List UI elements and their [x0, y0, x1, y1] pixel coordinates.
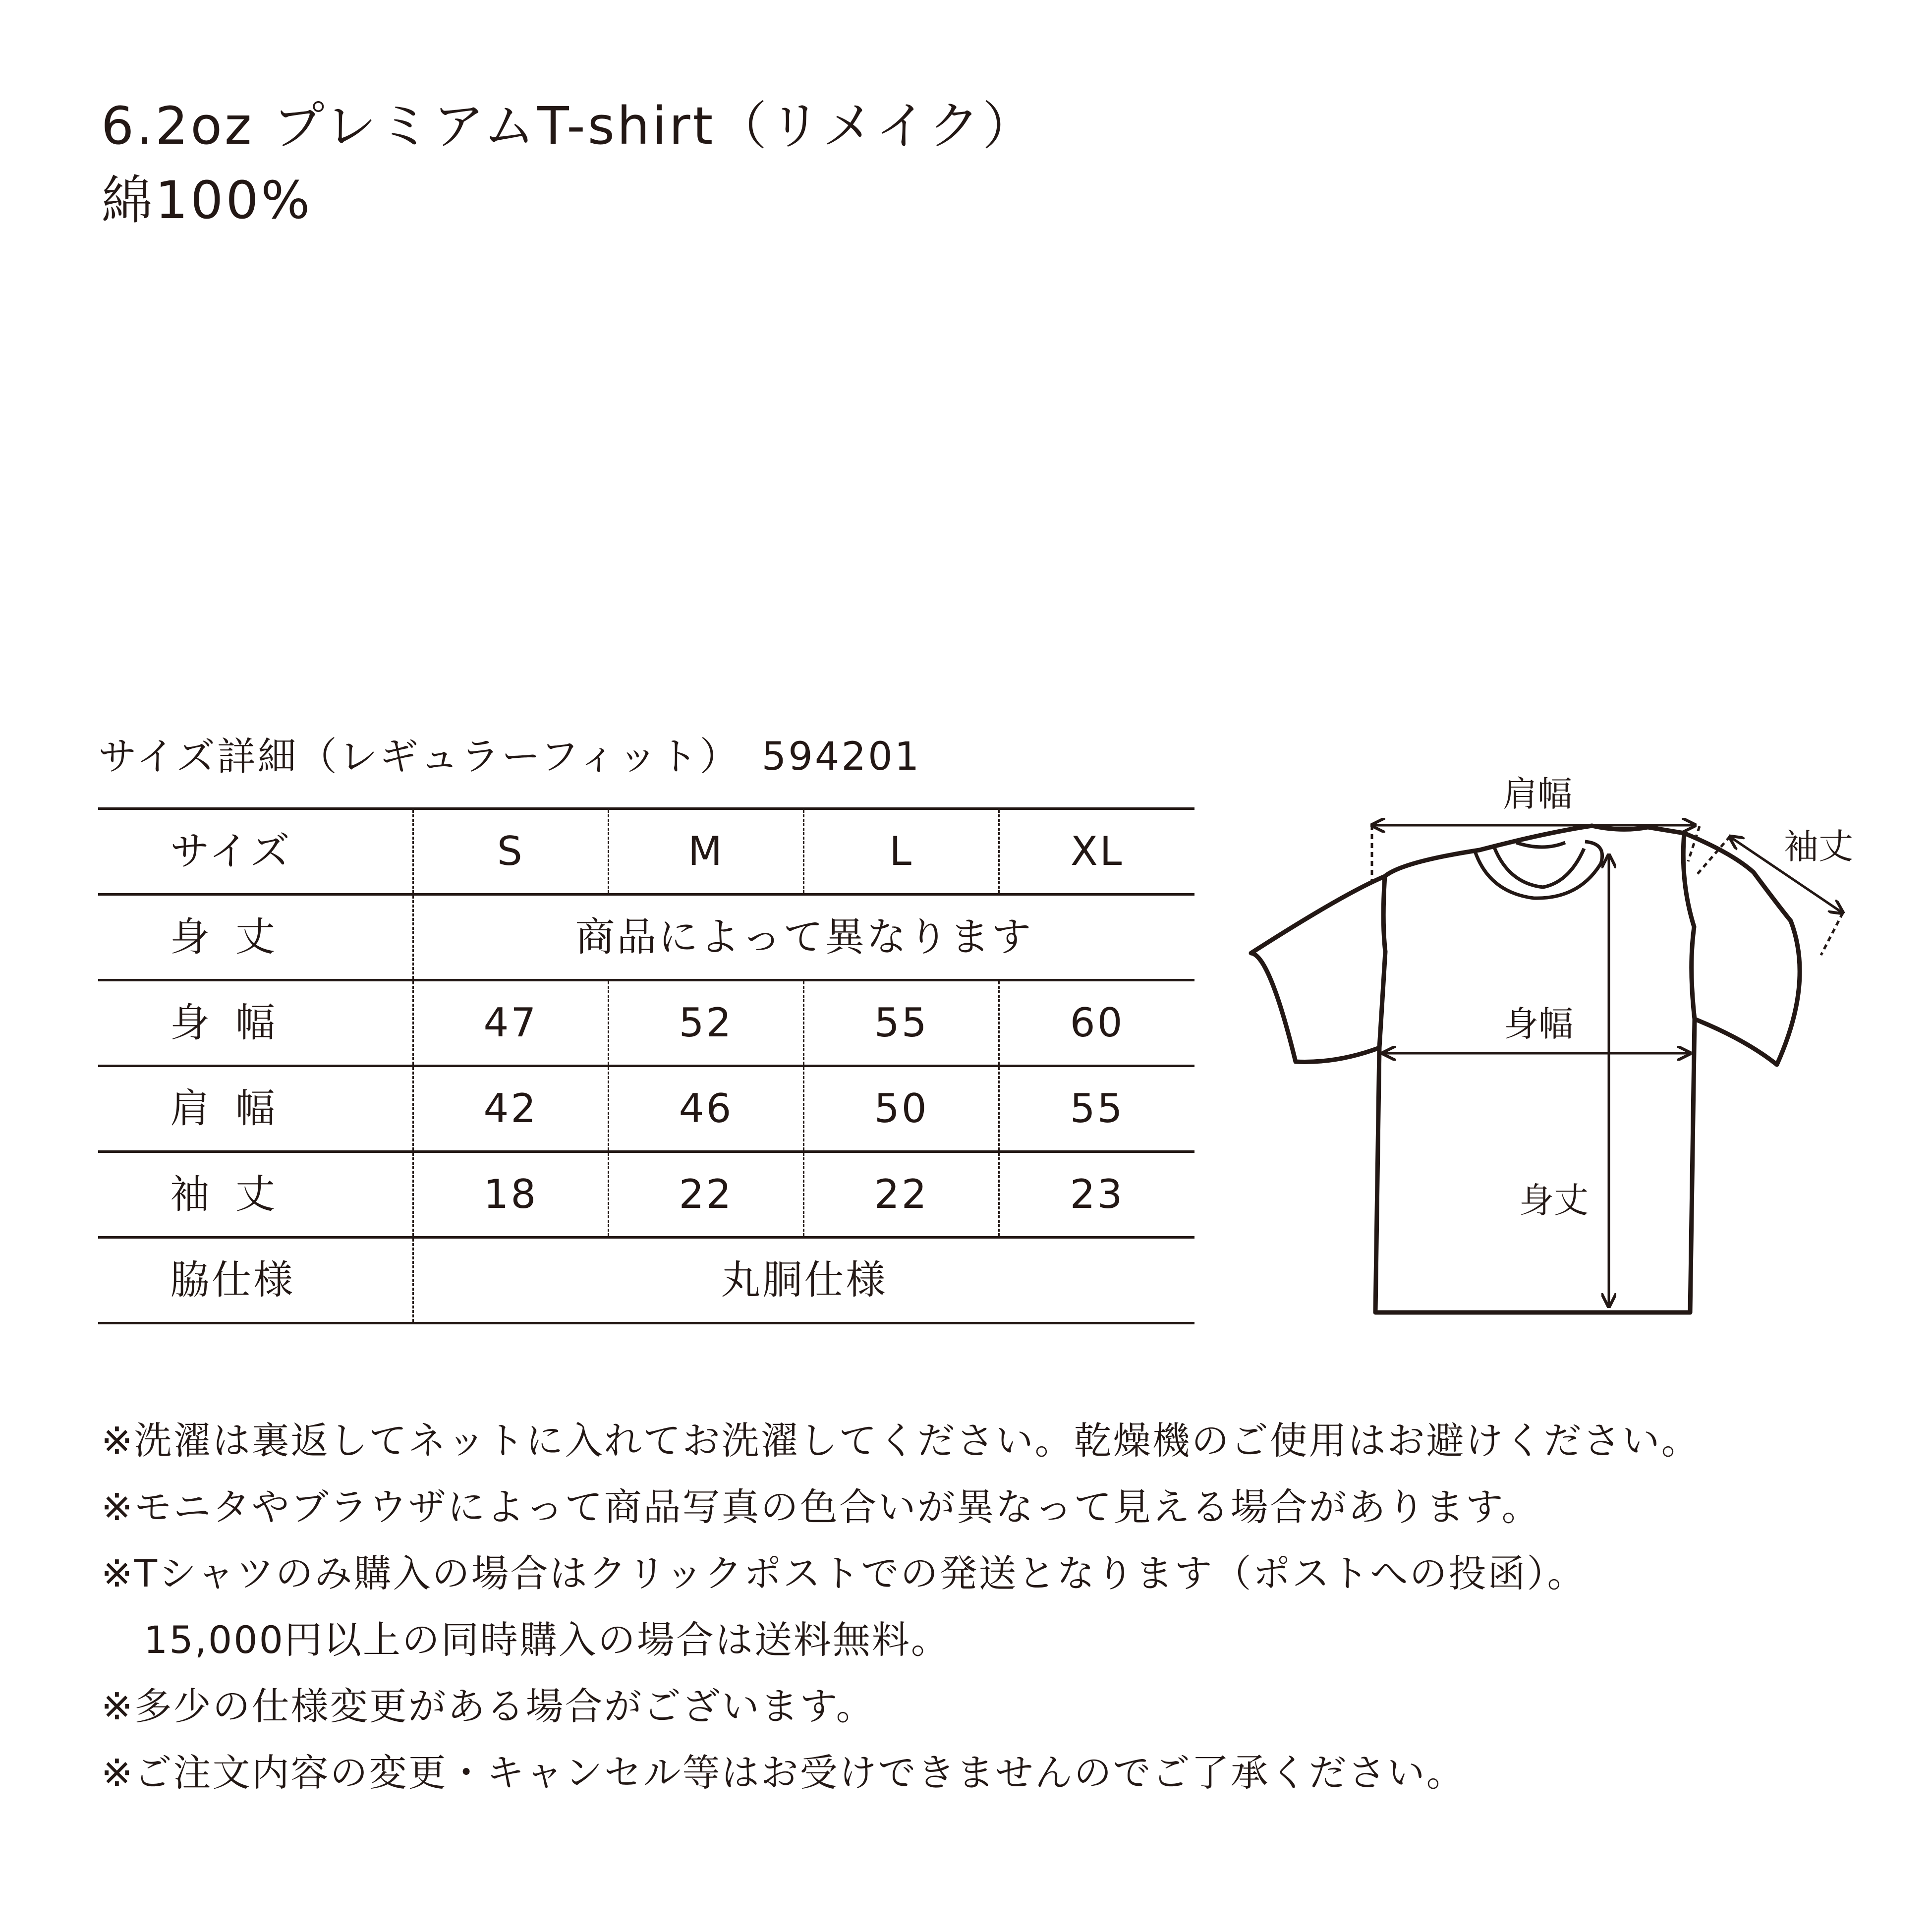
table-cell: 52: [608, 980, 803, 1066]
product-material: 綿100%: [101, 170, 313, 230]
notes-list: [101, 1408, 1701, 1806]
table-cell: 22: [804, 1152, 999, 1238]
size-table-heading: サイズ詳細（レギュラーフィット） 594201: [98, 735, 921, 779]
body-width-label: 身幅: [1504, 1004, 1573, 1044]
sleeve-guide-line: [1821, 913, 1843, 955]
size-header-row: [98, 809, 1194, 895]
shoulder-width-label: 肩幅: [1503, 774, 1572, 814]
note-item: ※洗濯は裏返してネットに入れてお洗濯してください。乾燥機のご使用はお避けください。: [101, 1419, 1701, 1463]
row-label-body-width: 身幅: [98, 980, 413, 1066]
table-cell: 55: [804, 980, 999, 1066]
tshirt-outline: [1251, 826, 1800, 1312]
note-item: ※多少の仕様変更がある場合がございます。: [101, 1684, 875, 1728]
table-row: [98, 1066, 1194, 1152]
tshirt-diagram: [1229, 743, 1874, 1353]
table-row: [98, 1152, 1194, 1238]
table-cell: 47: [413, 980, 608, 1066]
row-label-shoulder-width: 肩幅: [98, 1066, 413, 1152]
size-header-m: M: [608, 809, 803, 895]
table-cell: 46: [608, 1066, 803, 1152]
row-label-side-spec: 脇仕様: [98, 1238, 413, 1323]
shoulder-guide-line: [1688, 826, 1700, 861]
size-header-xl: XL: [999, 809, 1194, 895]
product-title: 6.2oz プレミアムT-shirt（リメイク）: [101, 96, 1037, 156]
size-header-s: S: [413, 809, 608, 895]
table-cell: 55: [999, 1066, 1194, 1152]
side-spec-value: 丸胴仕様: [413, 1238, 1194, 1323]
note-item: ※Tシャツのみ購入の場合はクリックポストでの発送となります（ポストへの投函）。: [101, 1551, 1587, 1595]
table-cell: 60: [999, 980, 1194, 1066]
table-cell: 50: [804, 1066, 999, 1152]
size-header-l: L: [804, 809, 999, 895]
tshirt-outline: [1379, 876, 1385, 1048]
table-cell: 42: [413, 1066, 608, 1152]
row-label-body-length: 身丈: [98, 895, 413, 980]
table-row: [98, 1238, 1194, 1323]
size-table: [98, 807, 1194, 1324]
tshirt-neck: [1516, 843, 1565, 847]
note-item: 15,000円以上の同時購入の場合は送料無料。: [144, 1618, 950, 1662]
table-row: [98, 980, 1194, 1066]
body-length-label: 身丈: [1519, 1180, 1589, 1221]
note-item: ※モニタやブラウザによって商品写真の色合いが異なって見える場合があります。: [101, 1485, 1541, 1529]
row-label-sleeve-length: 袖丈: [98, 1152, 413, 1238]
table-cell: 22: [608, 1152, 803, 1238]
tshirt-neck: [1494, 848, 1584, 887]
size-header-label: サイズ: [98, 809, 413, 895]
table-cell: 18: [413, 1152, 608, 1238]
sleeve-length-label: 袖丈: [1784, 826, 1853, 867]
note-item: ※ご注文内容の変更・キャンセル等はお受けできませんのでご了承ください。: [101, 1751, 1466, 1795]
table-row: [98, 895, 1194, 980]
table-cell: 23: [999, 1152, 1194, 1238]
body-length-value: 商品によって異なります: [413, 895, 1194, 980]
